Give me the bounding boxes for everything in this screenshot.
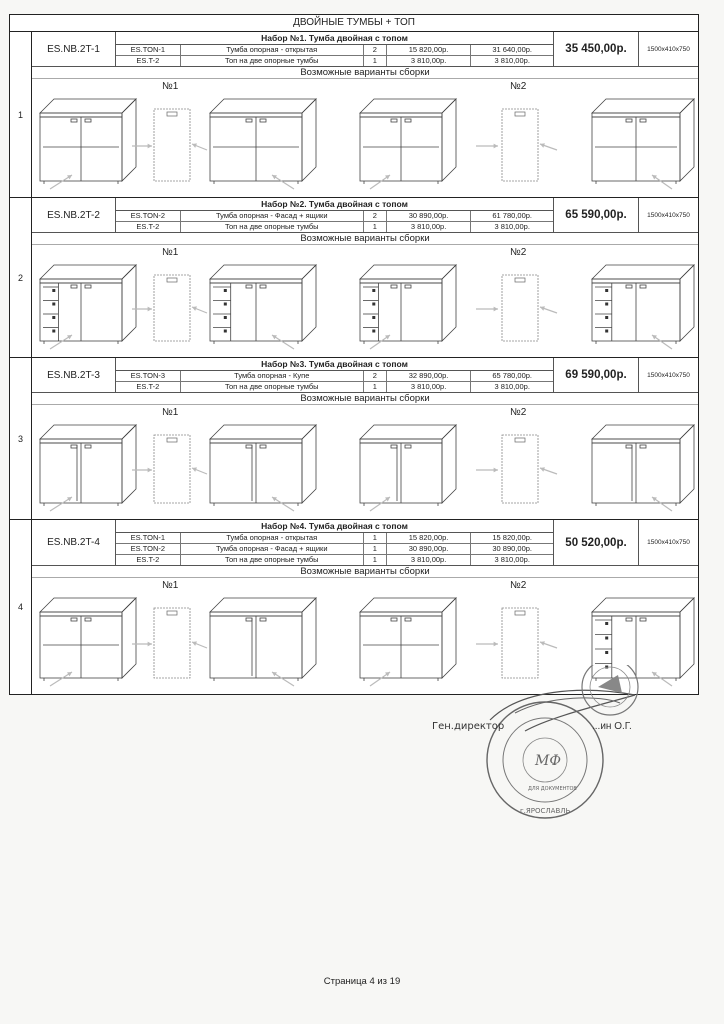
top-panel-icon bbox=[502, 435, 538, 503]
arrow-a-icon bbox=[370, 335, 390, 349]
arrow-b-icon bbox=[272, 175, 294, 189]
top-panel-icon bbox=[154, 109, 190, 181]
item-sum: 3 810,00р. bbox=[494, 555, 530, 564]
arrow-icon bbox=[192, 467, 207, 474]
item-qty: 1 bbox=[364, 533, 387, 543]
arrow-icon bbox=[540, 467, 557, 474]
variant-label: №1 bbox=[162, 247, 179, 258]
set-code: ES.NB.2T-4 bbox=[32, 520, 116, 565]
arrow-a-icon bbox=[370, 175, 390, 189]
table-row bbox=[116, 371, 553, 382]
signature-area bbox=[430, 665, 690, 835]
cabinet-variant-1-icon bbox=[210, 99, 316, 184]
set-block bbox=[10, 358, 698, 520]
assembly-diagram bbox=[32, 405, 698, 519]
spec-table bbox=[32, 358, 698, 393]
cabinet-assembled-icon bbox=[360, 425, 456, 506]
cabinet-variant-1-icon bbox=[210, 265, 316, 344]
item-price: 30 890,00р. bbox=[387, 544, 472, 554]
arrow-a-icon bbox=[370, 672, 390, 686]
svg-text:МФ: МФ bbox=[535, 753, 561, 769]
page-footer: Страница 4 из 19 bbox=[323, 976, 401, 987]
top-panel-icon bbox=[502, 109, 538, 181]
arrow-icon bbox=[476, 144, 498, 149]
price-sheet bbox=[9, 14, 699, 695]
item-name: Топ на две опорные тумбы bbox=[181, 56, 364, 66]
item-qty: 1 bbox=[364, 555, 387, 565]
variant-label: №2 bbox=[510, 580, 527, 591]
variant-label: №2 bbox=[510, 81, 527, 92]
cabinet-assembled-icon bbox=[40, 598, 136, 681]
set-total-price: 35 450,00р. bbox=[554, 32, 639, 66]
item-name: Тумба опорная - Фасад + ящики bbox=[181, 544, 364, 554]
cabinet-variant-1-icon bbox=[210, 598, 316, 681]
item-sum: 15 820,00р. bbox=[492, 533, 532, 542]
table-row bbox=[116, 382, 553, 392]
arrow-icon bbox=[132, 307, 152, 312]
set-number: 2 bbox=[10, 198, 32, 357]
item-code: ES.T-2 bbox=[116, 56, 181, 66]
svg-text:г.ЯРОСЛАВЛЬ: г.ЯРОСЛАВЛЬ bbox=[520, 807, 571, 815]
cabinet-variant-2-icon bbox=[592, 99, 694, 184]
variants-label: Возможные варианты сборки bbox=[32, 67, 698, 79]
spec-table bbox=[32, 520, 698, 566]
arrow-icon bbox=[192, 641, 207, 648]
item-name: Тумба опорная - открытая bbox=[181, 45, 364, 55]
table-row bbox=[116, 555, 553, 565]
item-name: Топ на две опорные тумбы bbox=[181, 222, 364, 232]
item-sum: 65 780,00р. bbox=[492, 371, 532, 380]
cabinet-variant-2-icon bbox=[592, 425, 694, 506]
item-code: ES.T-2 bbox=[116, 382, 181, 392]
set-number: 1 bbox=[10, 32, 32, 197]
arrow-icon bbox=[132, 468, 152, 473]
arrow-b-icon bbox=[652, 335, 672, 349]
item-sum: 30 890,00р. bbox=[492, 544, 532, 553]
table-row bbox=[116, 533, 553, 544]
set-title: Набор №1. Тумба двойная с топом bbox=[116, 32, 553, 45]
item-qty: 2 bbox=[364, 371, 387, 381]
item-name: Топ на две опорные тумбы bbox=[181, 382, 364, 392]
arrow-icon bbox=[540, 641, 557, 648]
item-price: 3 810,00р. bbox=[387, 555, 472, 565]
arrow-icon bbox=[132, 144, 152, 149]
item-qty: 1 bbox=[364, 544, 387, 554]
set-dimensions: 1500x410x750 bbox=[647, 45, 690, 53]
arrow-icon bbox=[132, 642, 152, 647]
stamp-seal-icon bbox=[430, 665, 690, 835]
cabinet-assembled-icon bbox=[40, 99, 136, 184]
item-code: ES.T-2 bbox=[116, 222, 181, 232]
variant-label: №2 bbox=[510, 247, 527, 258]
item-price: 15 820,00р. bbox=[387, 45, 472, 55]
item-name: Топ на две опорные тумбы bbox=[181, 555, 364, 565]
variant-label: №2 bbox=[510, 407, 527, 418]
page-title: ДВОЙНЫЕ ТУМБЫ + ТОП bbox=[10, 15, 698, 32]
item-price: 15 820,00р. bbox=[387, 533, 472, 543]
item-code: ES.T-2 bbox=[116, 555, 181, 565]
set-total-price: 50 520,00р. bbox=[554, 520, 639, 565]
arrow-a-icon bbox=[50, 497, 72, 511]
top-panel-icon bbox=[502, 275, 538, 341]
item-name: Тумба опорная - открытая bbox=[181, 533, 364, 543]
cabinet-assembled-icon bbox=[40, 265, 136, 344]
set-number: 3 bbox=[10, 358, 32, 519]
arrow-icon bbox=[540, 143, 557, 150]
table-row bbox=[116, 56, 553, 66]
item-name: Тумба опорная - Купе bbox=[181, 371, 364, 381]
set-dimensions: 1500x410x750 bbox=[647, 211, 690, 219]
item-price: 3 810,00р. bbox=[387, 382, 472, 392]
arrow-icon bbox=[476, 307, 498, 312]
item-qty: 2 bbox=[364, 45, 387, 55]
set-code: ES.NB.2T-3 bbox=[32, 358, 116, 392]
item-price: 30 890,00р. bbox=[387, 211, 472, 221]
set-title: Набор №2. Тумба двойная с топом bbox=[116, 198, 553, 211]
item-code: ES.TON-1 bbox=[116, 45, 181, 55]
item-qty: 1 bbox=[364, 56, 387, 66]
item-code: ES.TON-2 bbox=[116, 211, 181, 221]
arrow-b-icon bbox=[272, 672, 294, 686]
variant-label: №1 bbox=[162, 580, 179, 591]
item-price: 32 890,00р. bbox=[387, 371, 472, 381]
cabinet-variant-2-icon bbox=[592, 265, 694, 344]
arrow-icon bbox=[476, 468, 498, 473]
item-price: 3 810,00р. bbox=[387, 222, 472, 232]
svg-text:ДЛЯ ДОКУМЕНТОВ: ДЛЯ ДОКУМЕНТОВ bbox=[528, 786, 577, 792]
item-price: 3 810,00р. bbox=[387, 56, 472, 66]
set-code: ES.NB.2T-2 bbox=[32, 198, 116, 232]
variants-label: Возможные варианты сборки bbox=[32, 393, 698, 405]
item-sum: 3 810,00р. bbox=[494, 382, 530, 391]
set-title: Набор №4. Тумба двойная с топом bbox=[116, 520, 553, 533]
top-panel-icon bbox=[154, 435, 190, 503]
arrow-icon bbox=[476, 642, 498, 647]
arrow-icon bbox=[540, 306, 557, 313]
set-total-price: 65 590,00р. bbox=[554, 198, 639, 232]
cabinet-assembled-icon bbox=[40, 425, 136, 506]
set-total-price: 69 590,00р. bbox=[554, 358, 639, 392]
arrow-icon bbox=[192, 306, 207, 313]
spec-table bbox=[32, 198, 698, 233]
variant-label: №1 bbox=[162, 81, 179, 92]
arrow-a-icon bbox=[50, 672, 72, 686]
item-sum: 3 810,00р. bbox=[494, 222, 530, 231]
signature-name: ...ин О.Г. bbox=[592, 721, 632, 732]
cabinet-assembled-icon bbox=[360, 265, 456, 344]
assembly-diagram bbox=[32, 245, 698, 357]
item-sum: 61 780,00р. bbox=[492, 211, 532, 220]
set-block bbox=[10, 32, 698, 198]
set-code: ES.NB.2T-1 bbox=[32, 32, 116, 66]
arrow-a-icon bbox=[50, 175, 72, 189]
item-sum: 3 810,00р. bbox=[494, 56, 530, 65]
arrow-a-icon bbox=[370, 497, 390, 511]
set-dimensions: 1500x410x750 bbox=[647, 539, 690, 546]
item-qty: 1 bbox=[364, 382, 387, 392]
table-row bbox=[116, 211, 553, 222]
arrow-a-icon bbox=[50, 335, 72, 349]
variants-label: Возможные варианты сборки bbox=[32, 566, 698, 578]
item-code: ES.TON-1 bbox=[116, 533, 181, 543]
arrow-icon bbox=[192, 143, 207, 150]
spec-table bbox=[32, 32, 698, 67]
variants-label: Возможные варианты сборки bbox=[32, 233, 698, 245]
arrow-b-icon bbox=[652, 175, 672, 189]
arrow-b-icon bbox=[272, 335, 294, 349]
top-panel-icon bbox=[154, 275, 190, 341]
table-row bbox=[116, 544, 553, 555]
arrow-b-icon bbox=[652, 497, 672, 511]
item-name: Тумба опорная - Фасад + ящики bbox=[181, 211, 364, 221]
variant-label: №1 bbox=[162, 407, 179, 418]
set-dimensions: 1500x410x750 bbox=[647, 371, 690, 379]
item-sum: 31 640,00р. bbox=[492, 45, 532, 54]
cabinet-assembled-icon bbox=[360, 99, 456, 184]
item-code: ES.TON-3 bbox=[116, 371, 181, 381]
set-block bbox=[10, 198, 698, 358]
table-row bbox=[116, 45, 553, 56]
assembly-diagram bbox=[32, 79, 698, 197]
sets-container bbox=[10, 32, 698, 694]
signature-position: Ген.директор bbox=[432, 721, 505, 732]
table-row bbox=[116, 222, 553, 232]
cabinet-variant-1-icon bbox=[210, 425, 316, 506]
set-number: 4 bbox=[10, 520, 32, 694]
item-qty: 1 bbox=[364, 222, 387, 232]
arrow-b-icon bbox=[272, 497, 294, 511]
item-qty: 2 bbox=[364, 211, 387, 221]
top-panel-icon bbox=[154, 608, 190, 678]
item-code: ES.TON-2 bbox=[116, 544, 181, 554]
set-title: Набор №3. Тумба двойная с топом bbox=[116, 358, 553, 371]
